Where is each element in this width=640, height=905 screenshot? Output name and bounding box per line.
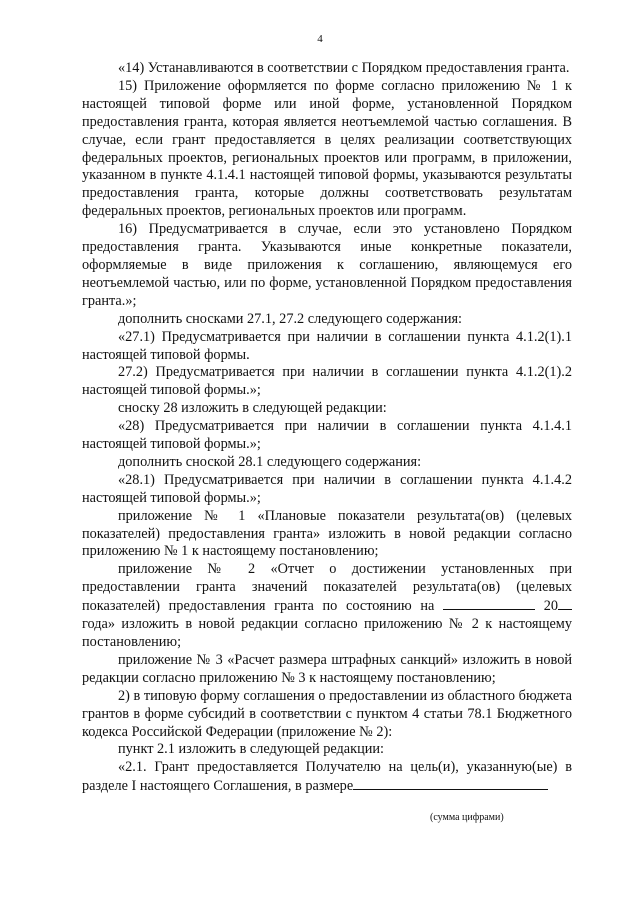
year-prefix: 20	[535, 598, 558, 615]
appendix-2-text-start: приложение № 2 «Отчет о достижении установленных при предоставлении гранта значений показателей результата(ов) (целевых показателей) предоставления гранта по состоянию на	[82, 561, 572, 615]
amount-caption: (сумма цифрами)	[430, 812, 504, 823]
paragraph-add-note-28-1: дополнить сноской 28.1 следующего содержания:	[118, 453, 422, 470]
amount-blank	[353, 777, 548, 790]
paragraph-note-27-1: «27.1) Предусматривается при наличии в соглашении пункта 4.1.2(1).1 настоящей типовой формы.	[82, 328, 572, 363]
paragraph-note-28: «28) Предусматривается при наличии в соглашении пункта 4.1.4.1 настоящей типовой формы.»;	[82, 418, 572, 453]
appendix-2-text-end: года» изложить в новой редакции согласно приложению № 2 к настоящему постановлению;	[82, 616, 572, 650]
paragraph-item-2-1-intro: пункт 2.1 изложить в следующей редакции:	[118, 741, 385, 758]
paragraph-note-27-2: 27.2) Предусматривается при наличии в соглашении пункта 4.1.2(1).2 настоящей типовой формы.»;	[82, 364, 572, 399]
document-body	[82, 60, 572, 796]
paragraph-add-notes-27: дополнить сносками 27.1, 27.2 следующего содержания:	[118, 310, 463, 327]
paragraph-note-28-intro: сноску 28 изложить в следующей редакции:	[118, 400, 387, 417]
paragraph-item-2-1	[82, 759, 572, 796]
paragraph-appendix-1: приложение № 1 «Плановые показатели результата(ов) (целевых показателей) предоставления гранта» изложить в новой редакции согласно приложению № 1 к настоящему постановлению;	[82, 507, 572, 560]
paragraph-note-15: 15) Приложение оформляется по форме согласно приложению № 1 к настоящей типовой форме или иной форме, установленной Порядком предоставления гранта, которая является неотъемлемой частью соглашения. В случае, если грант предоставляется в целях реализации соответствующих федеральных проектов, региональных проектов или программ, в приложении, указанном в пункте 4.1.4.1 настоящей типовой формы, указываются результаты предоставления гранта, которые должны соответствовать результатам федеральных проектов, региональных проектов или программ.	[82, 77, 572, 220]
paragraph-note-16: 16) Предусматривается в случае, если это установлено Порядком предоставления гранта. Указываются иные конкретные показатели, оформляемые в виде приложения к соглашению, являющемуся его неотъемлемой частью, или по форме, установленной Порядком предоставления гранта.»;	[82, 221, 572, 309]
paragraph-appendix-3: приложение № 3 «Расчет размера штрафных санкций» изложить в новой редакции согласно приложению № 3 к настоящему постановлению;	[82, 651, 572, 686]
paragraph-note-28-1: «28.1) Предусматривается при наличии в соглашении пункта 4.1.4.2 настоящей типовой формы.»;	[82, 471, 572, 506]
paragraph-item-2: 2) в типовую форму соглашения о предоставлении из областного бюджета грантов в форме субсидий в соответствии с пунктом 4 статьи 78.1 Бюджетного кодекса Российской Федерации (приложение № 2):	[82, 687, 572, 740]
date-blank	[443, 597, 535, 610]
paragraph-appendix-2	[82, 561, 572, 652]
item-2-1-text: «2.1. Грант предоставляется Получателю на цель(и), указанную(ые) в разделе I настоящего Соглашения, в размере	[82, 759, 572, 795]
paragraph-note-14: «14) Устанавливаются в соответствии с Порядком предоставления гранта.	[118, 60, 570, 76]
page-number: 4	[317, 33, 323, 45]
year-blank	[558, 597, 572, 610]
